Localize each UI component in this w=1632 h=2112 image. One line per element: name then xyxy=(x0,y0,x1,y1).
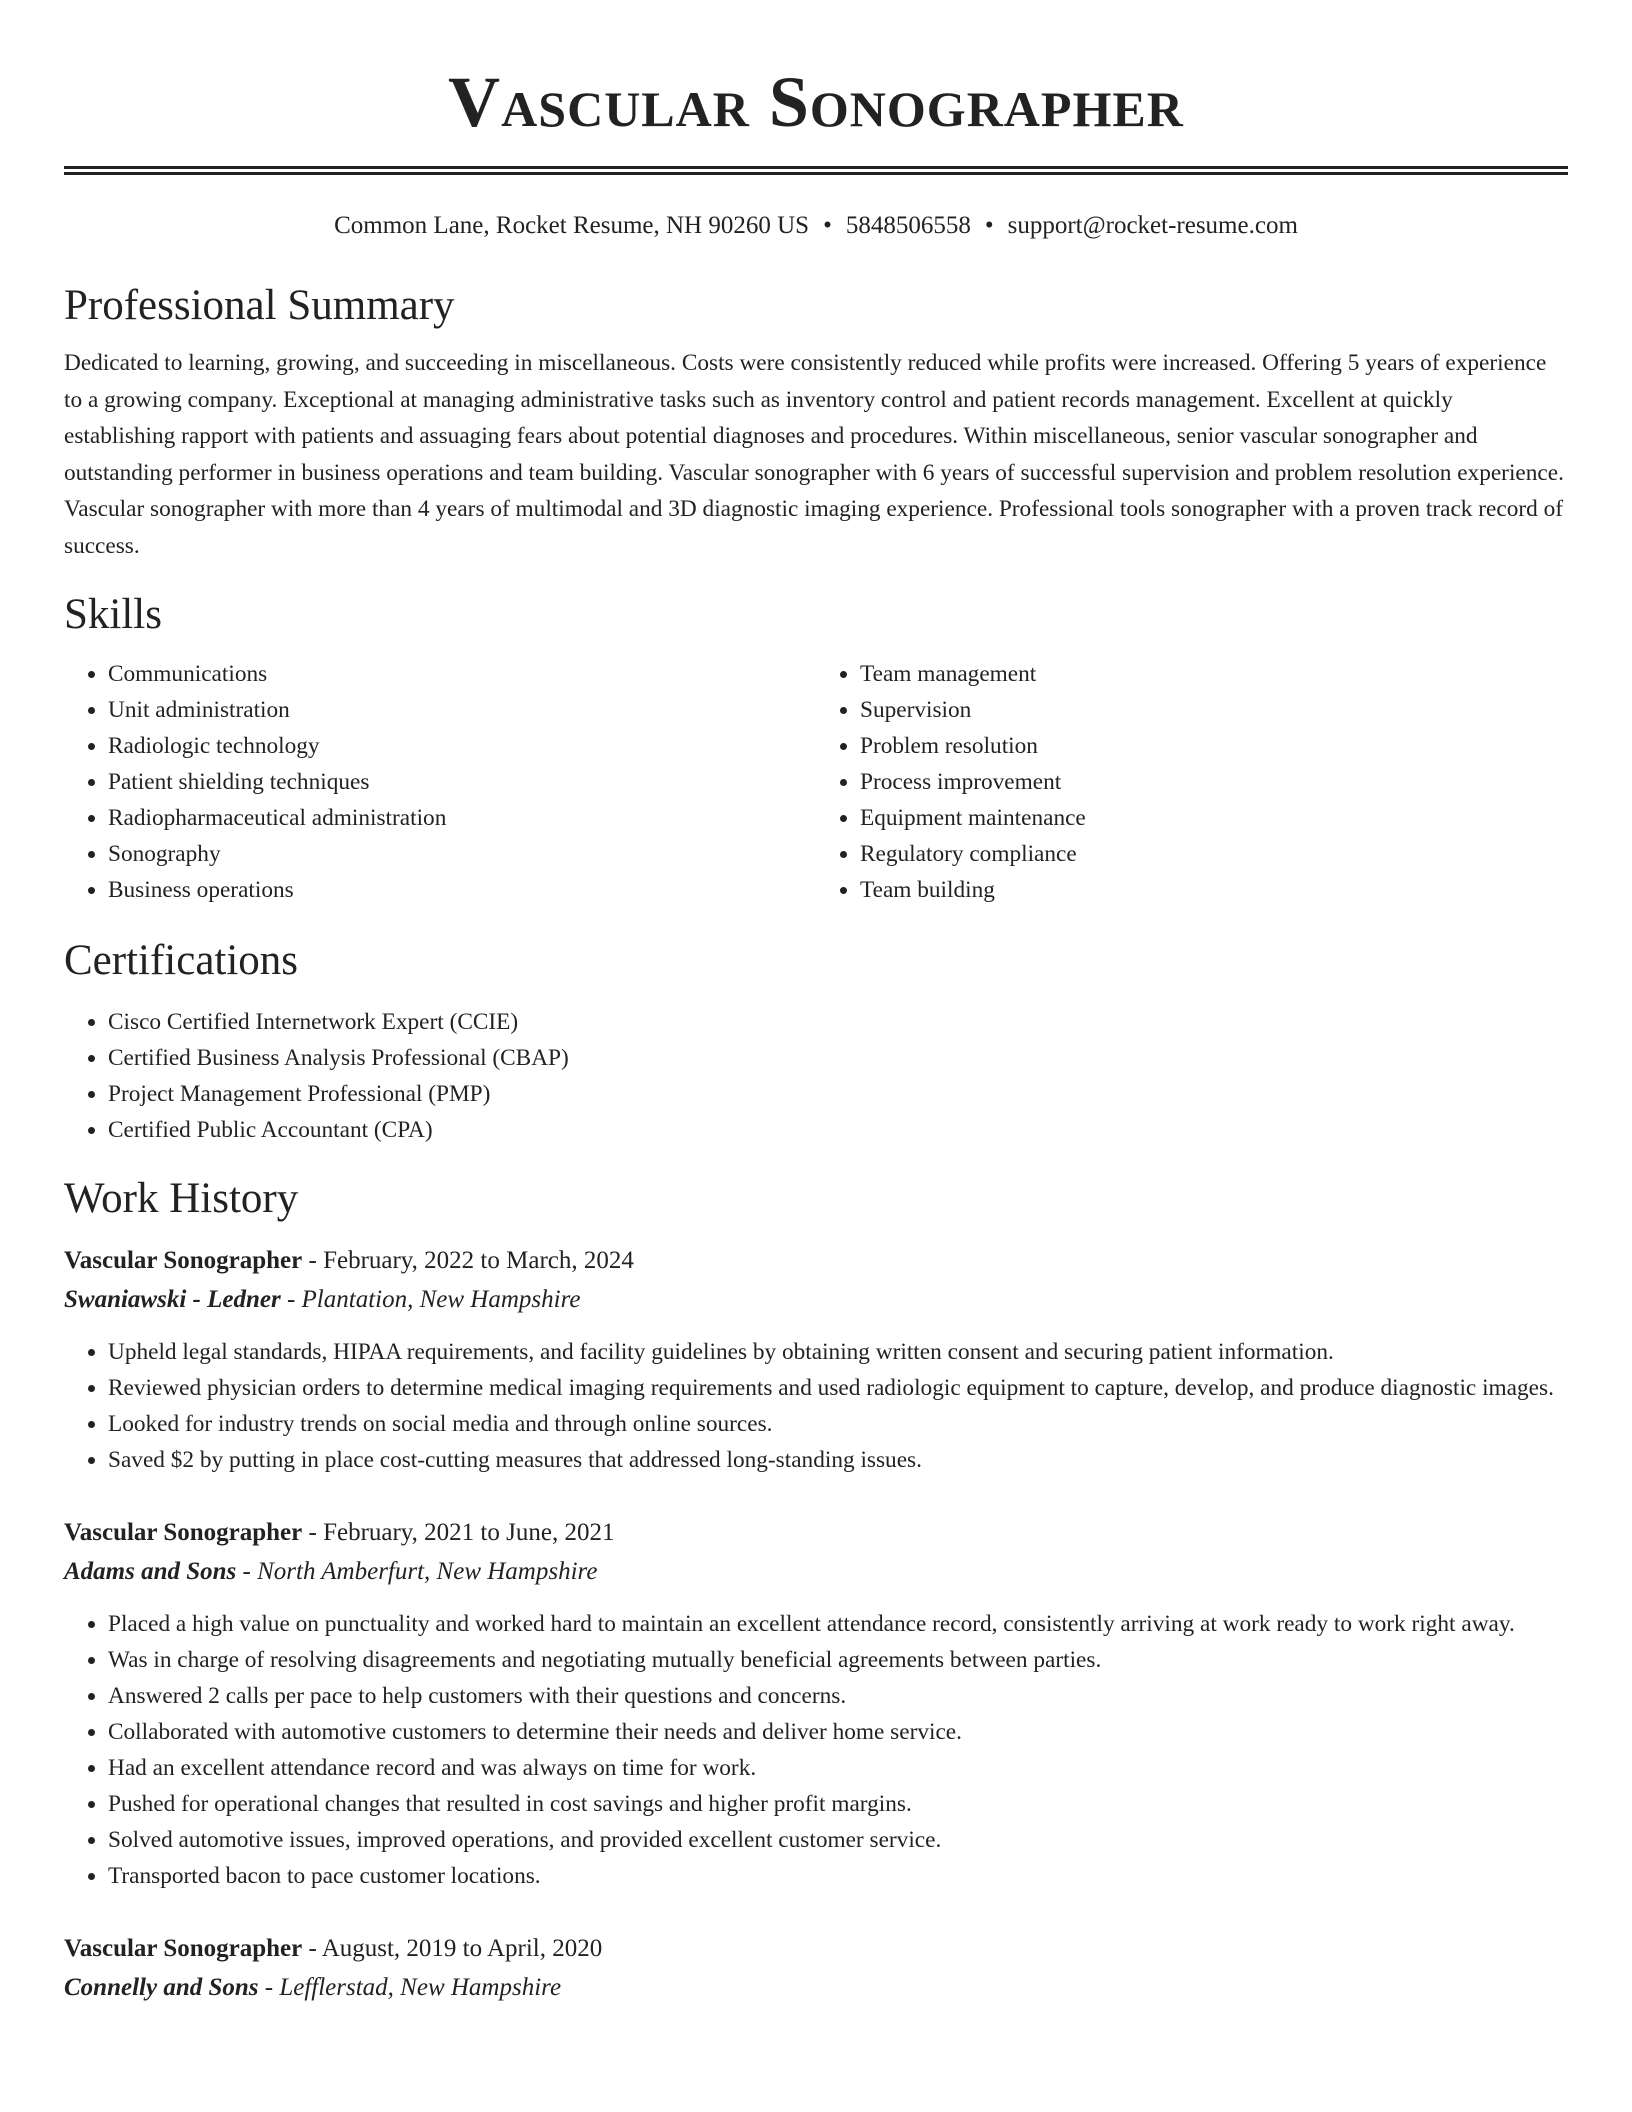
skill-item: • Problem resolution xyxy=(860,728,1568,764)
job-bullet: • Saved $2 by putting in place cost-cutting measures that addressed long-standing issues. xyxy=(108,1442,1568,1478)
job-location: Lefflerstad, New Hampshire xyxy=(279,1974,562,2001)
skills-columns xyxy=(64,656,1568,908)
certifications-list xyxy=(64,1004,1568,1148)
job-employer xyxy=(64,1968,1568,2008)
job-dash: - xyxy=(308,1935,317,1962)
certification-item: • Project Management Professional (PMP) xyxy=(108,1076,1568,1112)
contact-email: support@rocket-resume.com xyxy=(1007,212,1298,239)
job-bullet: • Had an excellent attendance record and was always on time for work. xyxy=(108,1750,1568,1786)
job-bullet: • Answered 2 calls per pace to help customers with their questions and concerns. xyxy=(108,1678,1568,1714)
job-bullet: • Placed a high value on punctuality and worked hard to maintain an excellent attendance record, consistently arriving at work ready to work right away. xyxy=(108,1606,1568,1642)
skill-item: • Patient shielding techniques xyxy=(108,764,816,800)
job-heading xyxy=(64,1930,1568,1968)
job-dates: February, 2022 to March, 2024 xyxy=(323,1247,634,1274)
job-dates: February, 2021 to June, 2021 xyxy=(323,1519,615,1546)
job-location: North Amberfurt, New Hampshire xyxy=(257,1558,598,1585)
job-role: Vascular Sonographer xyxy=(64,1935,303,1962)
skills-list-left xyxy=(64,656,816,908)
certification-item: • Cisco Certified Internetwork Expert (CCIE) xyxy=(108,1004,1568,1040)
job-heading xyxy=(64,1514,1568,1552)
skill-item: • Regulatory compliance xyxy=(860,836,1568,872)
job-bullet: • Was in charge of resolving disagreements and negotiating mutually beneficial agreements between parties. xyxy=(108,1642,1568,1678)
job-bullet: • Upheld legal standards, HIPAA requirements, and facility guidelines by obtaining written consent and securing patient information. xyxy=(108,1334,1568,1370)
skill-item: • Process improvement xyxy=(860,764,1568,800)
summary-heading: Professional Summary xyxy=(64,282,455,329)
header-divider xyxy=(64,166,1568,175)
skill-item: • Equipment maintenance xyxy=(860,800,1568,836)
contact-separator: • xyxy=(984,212,994,239)
work-history-heading: Work History xyxy=(64,1175,299,1222)
job-bullet: • Reviewed physician orders to determine medical imaging requirements and used radiologic equipment to capture, develop, and produce diagnostic images. xyxy=(108,1370,1568,1406)
skill-item: • Radiologic technology xyxy=(108,728,816,764)
job-entry xyxy=(64,1930,1568,2008)
job-bullet: • Solved automotive issues, improved operations, and provided excellent customer service. xyxy=(108,1822,1568,1858)
skill-item: • Sonography xyxy=(108,836,816,872)
candidate-name: Vascular Sonographer xyxy=(448,62,1184,142)
contact-address: Common Lane, Rocket Resume, NH 90260 US xyxy=(334,212,810,239)
job-bullet: • Looked for industry trends on social media and through online sources. xyxy=(108,1406,1568,1442)
skill-item: • Radiopharmaceutical administration xyxy=(108,800,816,836)
contact-line xyxy=(64,211,1568,241)
certification-item: • Certified Business Analysis Professional (CBAP) xyxy=(108,1040,1568,1076)
skills-list-right xyxy=(816,656,1568,908)
job-dash: - xyxy=(308,1247,317,1274)
job-company: Adams and Sons xyxy=(64,1558,237,1585)
job-bullets xyxy=(64,1606,1568,1894)
job-bullet: • Pushed for operational changes that resulted in cost savings and higher profit margins. xyxy=(108,1786,1568,1822)
skill-item: • Supervision xyxy=(860,692,1568,728)
skill-item: • Team building xyxy=(860,872,1568,908)
job-bullets xyxy=(64,1334,1568,1478)
contact-phone: 5848506558 xyxy=(845,212,971,239)
certifications-heading: Certifications xyxy=(64,937,299,984)
skill-item: • Unit administration xyxy=(108,692,816,728)
job-company: Connelly and Sons xyxy=(64,1974,259,2001)
contact-separator: • xyxy=(823,212,832,239)
job-bullet: • Collaborated with automotive customers to determine their needs and deliver home service. xyxy=(108,1714,1568,1750)
job-entry xyxy=(64,1514,1568,1894)
summary-text: Dedicated to learning, growing, and succeeding in miscellaneous. Costs were consistently reduced while profits were increased. Offering 5 years of experience to a growing company. Exceptional at managing administrative tasks such as inventory control and patient records management. Excellent at quickly establishing rapport with patients and assuaging fears about potential diagnoses and procedures. Within miscellaneous, senior vascular sonographer and outstanding performer in business operations and team building. Vascular sonographer with 6 years of successful supervision and problem resolution experience. Vascular sonographer with more than 4 years of multimodal and 3D diagnostic imaging experience. Professional tools sonographer with a proven track record of success. xyxy=(64,350,1564,559)
job-bullet: • Transported bacon to pace customer locations. xyxy=(108,1858,1568,1894)
job-dash: - xyxy=(286,1286,296,1313)
skill-item: • Team management xyxy=(860,656,1568,692)
certification-item: • Certified Public Accountant (CPA) xyxy=(108,1112,1568,1148)
job-role: Vascular Sonographer xyxy=(64,1247,303,1274)
job-role: Vascular Sonographer xyxy=(64,1519,303,1546)
job-company: Swaniawski - Ledner xyxy=(64,1286,281,1313)
job-employer xyxy=(64,1280,1568,1320)
job-dates: August, 2019 to April, 2020 xyxy=(321,1935,603,1962)
job-location: Plantation, New Hampshire xyxy=(301,1286,581,1313)
job-dash: - xyxy=(308,1519,317,1546)
job-employer xyxy=(64,1552,1568,1592)
skills-heading: Skills xyxy=(64,591,162,638)
job-heading xyxy=(64,1242,1568,1280)
skill-item: • Communications xyxy=(108,656,816,692)
skill-item: • Business operations xyxy=(108,872,816,908)
job-dash: - xyxy=(264,1974,274,2001)
job-entry xyxy=(64,1242,1568,1478)
job-dash: - xyxy=(242,1558,251,1585)
